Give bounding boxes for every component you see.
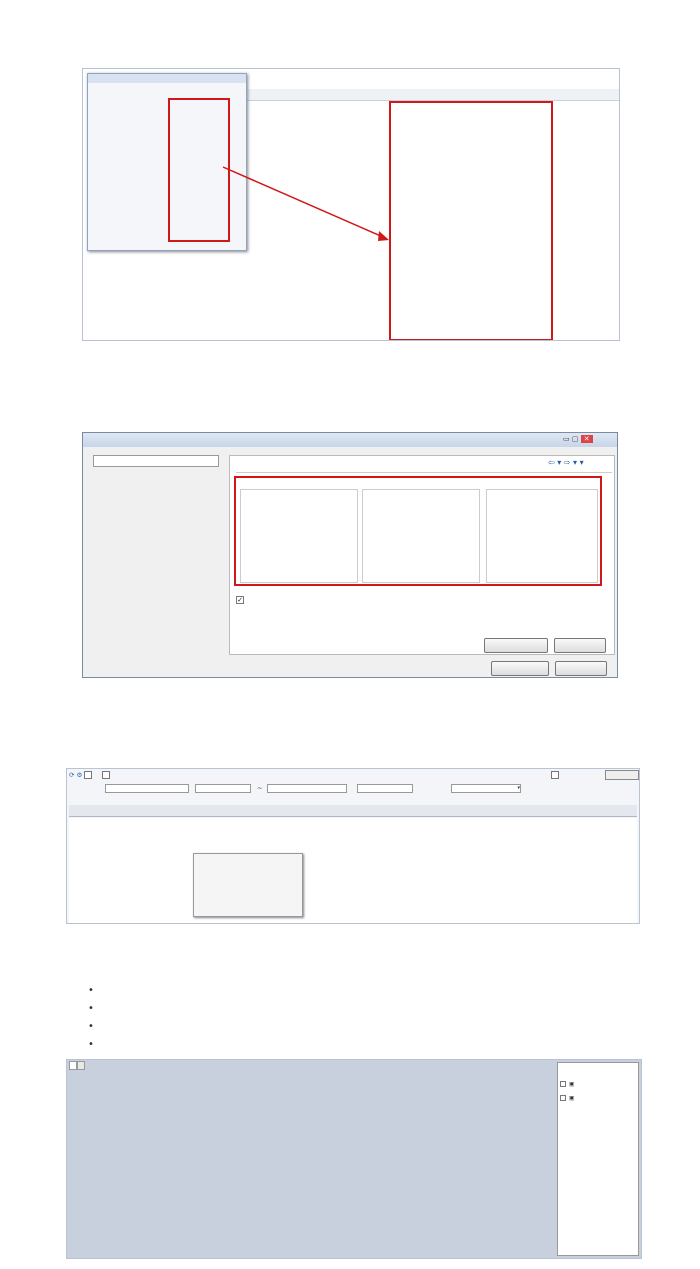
save-results-checkbox[interactable]: ✓ <box>237 595 243 604</box>
bullet-item: • <box>88 1021 94 1032</box>
range-separator: ~ <box>257 784 263 792</box>
time-from-input[interactable] <box>195 784 251 793</box>
auto-refresh-checkbox[interactable] <box>551 771 559 779</box>
tab-system-status[interactable] <box>69 1061 77 1070</box>
session-toolbar <box>69 771 113 779</box>
date-to-input[interactable] <box>267 784 347 793</box>
pointer-arrow-icon <box>83 69 620 341</box>
apply-button[interactable] <box>554 638 606 653</box>
realtime-tabs <box>69 1062 85 1069</box>
tab-daily-security[interactable] <box>77 1061 85 1070</box>
bullet-item: • <box>88 1003 94 1014</box>
server-item[interactable] <box>560 1095 574 1102</box>
filter-select[interactable]: ▾ <box>451 784 521 793</box>
open-session-checkbox[interactable] <box>84 771 92 779</box>
realtime-screenshot <box>66 1059 642 1259</box>
realtime-bullets <box>88 982 94 1054</box>
settings-titlebar <box>83 433 617 447</box>
time-to-input[interactable] <box>357 784 413 793</box>
settings-window <box>82 432 618 678</box>
restore-defaults-button[interactable] <box>484 638 548 653</box>
date-from-input[interactable] <box>105 784 189 793</box>
bullet-item: • <box>88 1039 94 1050</box>
refresh-icon[interactable]: ⟳ <box>69 771 75 779</box>
server-checkbox[interactable] <box>560 1095 566 1101</box>
quick-search-button[interactable] <box>605 770 639 780</box>
sql-screenshot <box>82 68 620 341</box>
bullet-item: • <box>88 985 94 996</box>
groups-list <box>362 489 480 583</box>
server-item[interactable] <box>560 1081 574 1088</box>
server-icon: ▣ <box>569 1081 575 1088</box>
chart-grid <box>69 1074 553 1258</box>
session-table-body <box>69 818 637 924</box>
window-controls[interactable]: ▭ ▢ ✕ <box>563 435 613 445</box>
server-icon: ▣ <box>569 1095 575 1102</box>
filter-input[interactable] <box>93 455 219 467</box>
divider <box>236 472 612 473</box>
server-checkbox[interactable] <box>560 1081 566 1087</box>
cancel-button[interactable] <box>555 661 607 676</box>
rules-list <box>240 489 358 583</box>
objects-list <box>486 489 598 583</box>
session-table-header <box>69 805 637 817</box>
nav-arrows-icon[interactable]: ⇦ ▾ ⇨ ▾ ▾ <box>548 458 584 467</box>
ok-button[interactable] <box>491 661 549 676</box>
server-list-panel <box>557 1062 639 1256</box>
session-screenshot <box>66 768 640 924</box>
session-context-menu <box>193 853 303 917</box>
idle-session-checkbox[interactable] <box>102 771 110 779</box>
save-results-option[interactable] <box>236 595 247 604</box>
auto-refresh-option[interactable] <box>551 771 562 779</box>
settings-icon[interactable]: ⚙ <box>76 771 83 779</box>
settings-panel <box>229 455 615 655</box>
